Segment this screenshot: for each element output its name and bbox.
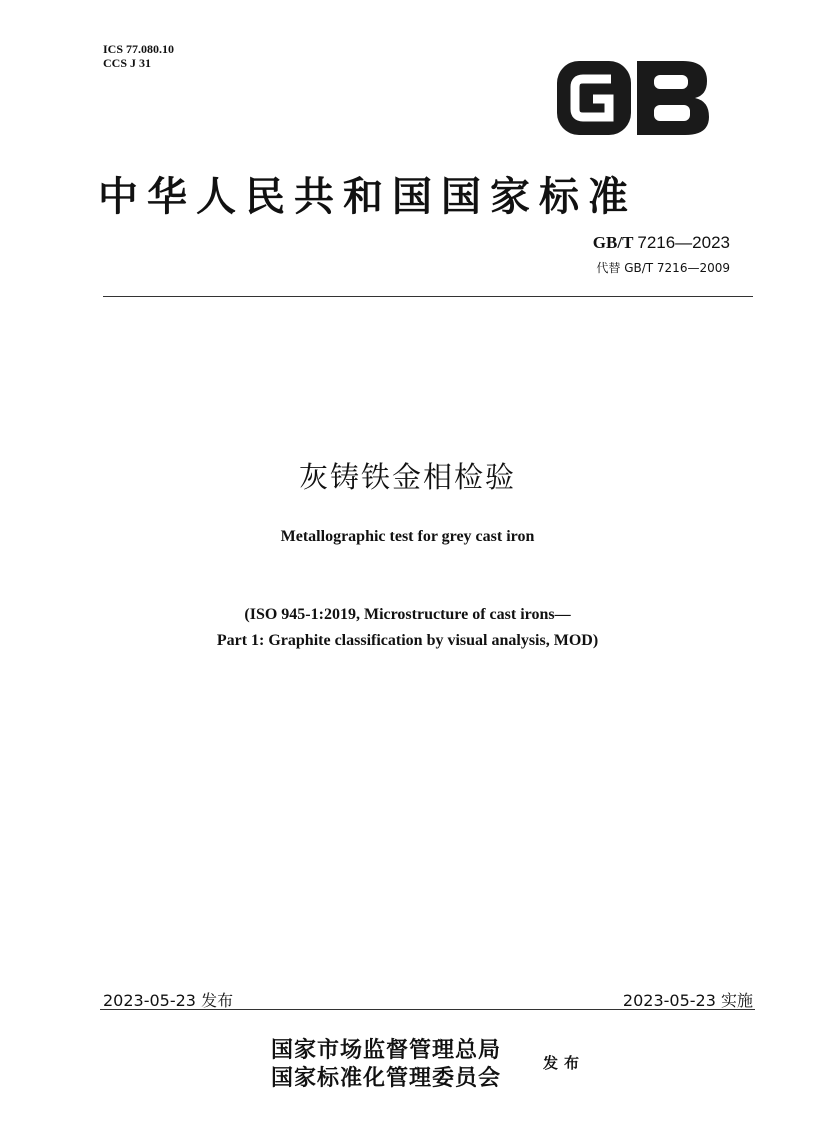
gb-logo	[553, 55, 713, 139]
gb-logo-icon	[553, 55, 713, 139]
classification-codes	[103, 42, 174, 70]
ics-code: ICS 77.080.10	[103, 42, 175, 56]
standard-prefix: GB/T	[592, 233, 634, 252]
standard-number	[593, 233, 730, 253]
publish-date: 2023-05-23 发布	[103, 991, 234, 1010]
implement-date: 2023-05-23 实施	[622, 991, 753, 1010]
footer-divider	[100, 1009, 755, 1010]
standard-code: 7216—2023	[637, 233, 730, 252]
issue-label: 发布	[543, 1054, 586, 1072]
issuing-nation-title: 中华人民共和国国家标准	[98, 174, 637, 220]
header-divider	[103, 296, 753, 297]
title-english: Metallographic test for grey cast iron	[280, 528, 535, 545]
iso-reference	[0, 602, 815, 654]
replaces-standard: 代替 GB/T 7216—2009	[596, 261, 730, 275]
iso-reference-line-1: (ISO 945-1:2019, Microstructure of cast irons—	[244, 606, 571, 623]
ccs-code: CCS J 31	[103, 56, 152, 70]
issuing-authorities	[271, 1036, 501, 1092]
iso-reference-line-2: Part 1: Graphite classification by visual analysis, MOD)	[216, 632, 599, 649]
title-chinese: 灰铸铁金相检验	[298, 460, 516, 494]
issuer-sac: 国家标准化管理委员会	[271, 1065, 502, 1091]
issuer-samr: 国家市场监督管理总局	[271, 1037, 502, 1063]
